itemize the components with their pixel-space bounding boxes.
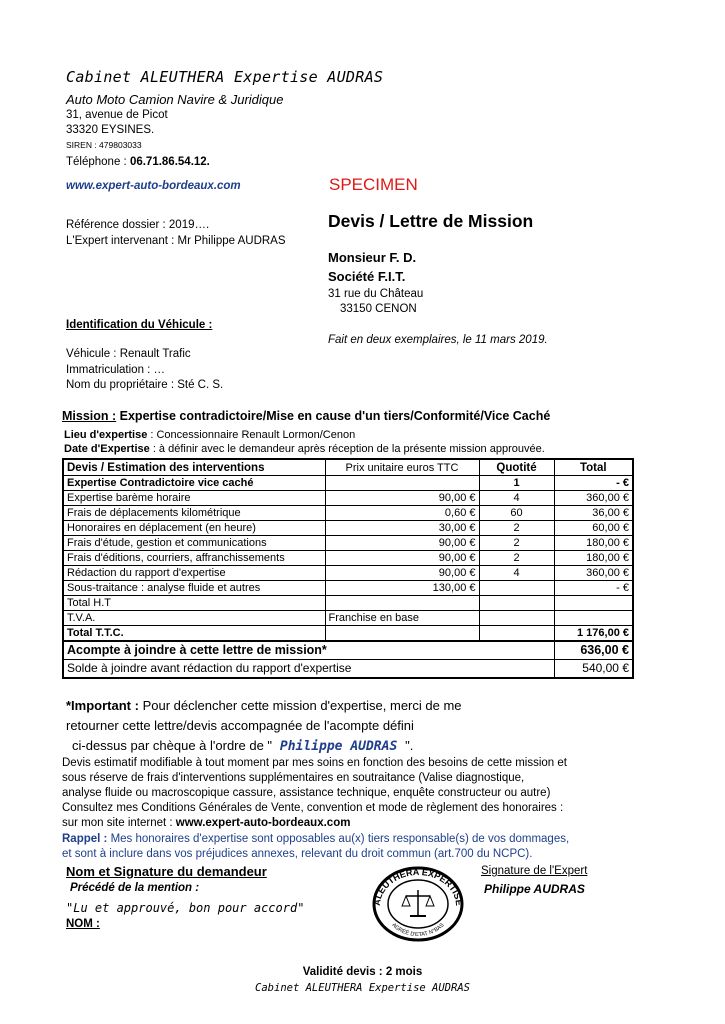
row-unit-price: 90,00 € (325, 566, 479, 581)
approval-mention: "Lu et approuvé, bon pour accord" (66, 901, 305, 915)
stamp-subtext-path: AGRÉÉ D'ETAT N°BAS (390, 922, 446, 939)
row-quantity: 2 (479, 551, 554, 566)
mission-line (62, 409, 550, 423)
row-total: 180,00 € (554, 551, 633, 566)
table-row (63, 506, 633, 521)
document-date: Fait en deux exemplaires, le 11 mars 2019. (328, 334, 548, 346)
important-text-3: ci-dessus par chèque à l'ordre de " (72, 738, 273, 753)
firm-phone (66, 156, 210, 168)
stamp-text-path: ALEUTHERA EXPERTISE (372, 866, 464, 907)
row-total: 360,00 € (554, 566, 633, 581)
row-total (554, 596, 633, 611)
table-row (63, 536, 633, 551)
expert-signature-heading: Signature de l'Expert (481, 865, 588, 877)
place-label: Lieu d'expertise (64, 429, 148, 441)
recipient-street: 31 rue du Château (328, 288, 424, 300)
row-unit-price: 90,00 € (325, 491, 479, 506)
dossier-expert: L'Expert intervenant : Mr Philippe AUDRAS (66, 235, 286, 247)
vehicle-owner: Nom du propriétaire : Sté C. S. (66, 379, 224, 391)
client-signature-heading: Nom et Signature du demandeur (66, 864, 267, 879)
reminder-label: Rappel : (62, 833, 108, 845)
mission-label: Mission : (62, 409, 117, 423)
document-title: Devis / Lettre de Mission (328, 211, 534, 231)
row-unit-price: 90,00 € (325, 551, 479, 566)
balance-label: Solde à joindre avant rédaction du rapport d'expertise (63, 660, 554, 679)
table-row (63, 551, 633, 566)
firm-address-street: 31, avenue de Picot (66, 109, 168, 121)
place-value: : Concessionnaire Renault Lormon/Cenon (147, 429, 356, 441)
row-description: Frais d'éditions, courriers, affranchissements (63, 551, 325, 566)
row-quantity: 4 (479, 491, 554, 506)
row-description: Total H.T (63, 596, 325, 611)
row-unit-price: 0,60 € (325, 506, 479, 521)
row-description: Rédaction du rapport d'expertise (63, 566, 325, 581)
row-quantity: 4 (479, 566, 554, 581)
site-label: sur mon site internet : (62, 817, 176, 829)
specimen-label: SPECIMEN (329, 175, 418, 194)
recipient-name: Monsieur F. D. (328, 250, 417, 265)
row-unit-price: 30,00 € (325, 521, 479, 536)
phone-label: Téléphone : (66, 156, 130, 168)
row-quantity (479, 611, 554, 626)
deposit-row (63, 641, 633, 660)
estimate-note-5 (62, 817, 350, 829)
estimate-note-3: analyse fluide ou macroscopique cassure, assistance technique, enquête constructeur ou autre) (62, 787, 551, 799)
recipient-city: 33150 CENON (340, 303, 417, 315)
row-total: - € (554, 476, 633, 491)
table-row (63, 491, 633, 506)
estimate-table (62, 458, 634, 679)
important-text-1: Pour déclencher cette mission d'expertise, merci de me (138, 698, 462, 713)
firm-siren: SIREN : 479803033 (66, 140, 142, 150)
estimate-note-1: Devis estimatif modifiable à tout moment par mes soins en fonction des besoins de cette mission et (62, 757, 567, 769)
row-description: Honoraires en déplacement (en heure) (63, 521, 325, 536)
row-unit-price (325, 476, 479, 491)
site-link[interactable]: www.expert-auto-bordeaux.com (175, 817, 351, 829)
row-quantity: 2 (479, 536, 554, 551)
total-ttc-value: 1 176,00 € (554, 626, 633, 642)
table-header-row (63, 459, 633, 476)
mission-text: Expertise contradictoire/Mise en cause d'un tiers/Conformité/Vice Caché (116, 409, 551, 423)
header-total: Total (554, 459, 633, 476)
firm-name: Cabinet ALEUTHERA Expertise AUDRAS (66, 68, 384, 86)
firm-website: www.expert-auto-bordeaux.com (66, 180, 241, 192)
header-unit-price: Prix unitaire euros TTC (325, 459, 479, 476)
table-row (63, 581, 633, 596)
footer-firm: Cabinet ALEUTHERA Expertise AUDRAS (255, 982, 470, 994)
row-description: Frais de déplacements kilométrique (63, 506, 325, 521)
row-total: 36,00 € (554, 506, 633, 521)
table-row (63, 566, 633, 581)
deposit-label: Acompte à joindre à cette lettre de mission* (63, 641, 554, 660)
mission-place (64, 429, 355, 441)
deposit-value: 636,00 € (554, 641, 633, 660)
reminder-line-2: et sont à inclure dans vos préjudices annexes, relevant du droit commun (art.700 du NCPC). (62, 848, 533, 860)
phone-number: 06.71.86.54.12. (129, 156, 210, 168)
balance-row (63, 660, 633, 679)
row-description: Expertise barème horaire (63, 491, 325, 506)
validity-notice: Validité devis : 2 mois (302, 966, 423, 978)
table-row (63, 476, 633, 491)
row-total: 180,00 € (554, 536, 633, 551)
important-line-1 (66, 698, 462, 713)
important-line-3 (72, 738, 413, 754)
firm-address-city: 33320 EYSINES. (66, 124, 155, 136)
row-quantity: 2 (479, 521, 554, 536)
total-ttc-row (63, 626, 633, 642)
dossier-reference: Référence dossier : 2019…. (66, 219, 210, 231)
row-total: 360,00 € (554, 491, 633, 506)
row-description: T.V.A. (63, 611, 325, 626)
client-name-label: NOM : (66, 918, 100, 930)
row-quantity: 60 (479, 506, 554, 521)
mission-date (64, 443, 545, 455)
row-unit-price: Franchise en base (325, 611, 479, 626)
estimate-note-2: sous réserve de frais d'interventions supplémentaires en soutraitance (Valise diagnostique, (62, 772, 525, 784)
row-description: Expertise Contradictoire vice caché (63, 476, 325, 491)
vehicle-model: Véhicule : Renault Trafic (66, 348, 191, 360)
row-description: Sous-traitance : analyse fluide et autres (63, 581, 325, 596)
reminder-text-1: Mes honoraires d'expertise sont opposables au(x) tiers responsable(s) de vos dommages, (107, 833, 570, 845)
recipient-company: Société F.I.T. (328, 269, 406, 284)
reminder-line-1 (62, 833, 569, 845)
total-ttc-label: Total T.T.C. (63, 626, 325, 642)
table-row (63, 611, 633, 626)
table-row (63, 596, 633, 611)
row-total (554, 611, 633, 626)
header-description: Devis / Estimation des interventions (63, 459, 325, 476)
row-unit-price: 130,00 € (325, 581, 479, 596)
mention-instruction: Précédé de la mention : (70, 882, 200, 894)
important-label: *Important : (66, 698, 139, 713)
row-total: - € (554, 581, 633, 596)
firm-subtitle: Auto Moto Camion Navire & Juridique (66, 92, 284, 107)
important-line-2: retourner cette lettre/devis accompagnée de l'acompte défini (66, 718, 414, 733)
table-row (63, 521, 633, 536)
estimate-note-4: Consultez mes Conditions Générales de Vente, convention et mode de règlement des honoraires : (62, 802, 564, 814)
row-unit-price (325, 596, 479, 611)
important-text-3-end: ". (405, 738, 414, 753)
payee-name: Philippe AUDRAS (272, 739, 406, 754)
row-quantity (479, 581, 554, 596)
row-quantity (479, 596, 554, 611)
date-label: Date d'Expertise (64, 443, 150, 455)
vehicle-registration: Immatriculation : … (66, 364, 166, 376)
stamp-seal-icon (372, 866, 464, 942)
date-value: : à définir avec le demandeur après réception de la présente mission approuvée. (149, 443, 545, 455)
row-description: Frais d'étude, gestion et communications (63, 536, 325, 551)
row-unit-price: 90,00 € (325, 536, 479, 551)
balance-value: 540,00 € (554, 660, 633, 679)
expert-name: Philippe AUDRAS (484, 882, 585, 896)
header-quantity: Quotité (479, 459, 554, 476)
row-quantity: 1 (479, 476, 554, 491)
vehicle-heading: Identification du Véhicule : (66, 319, 213, 331)
row-total: 60,00 € (554, 521, 633, 536)
